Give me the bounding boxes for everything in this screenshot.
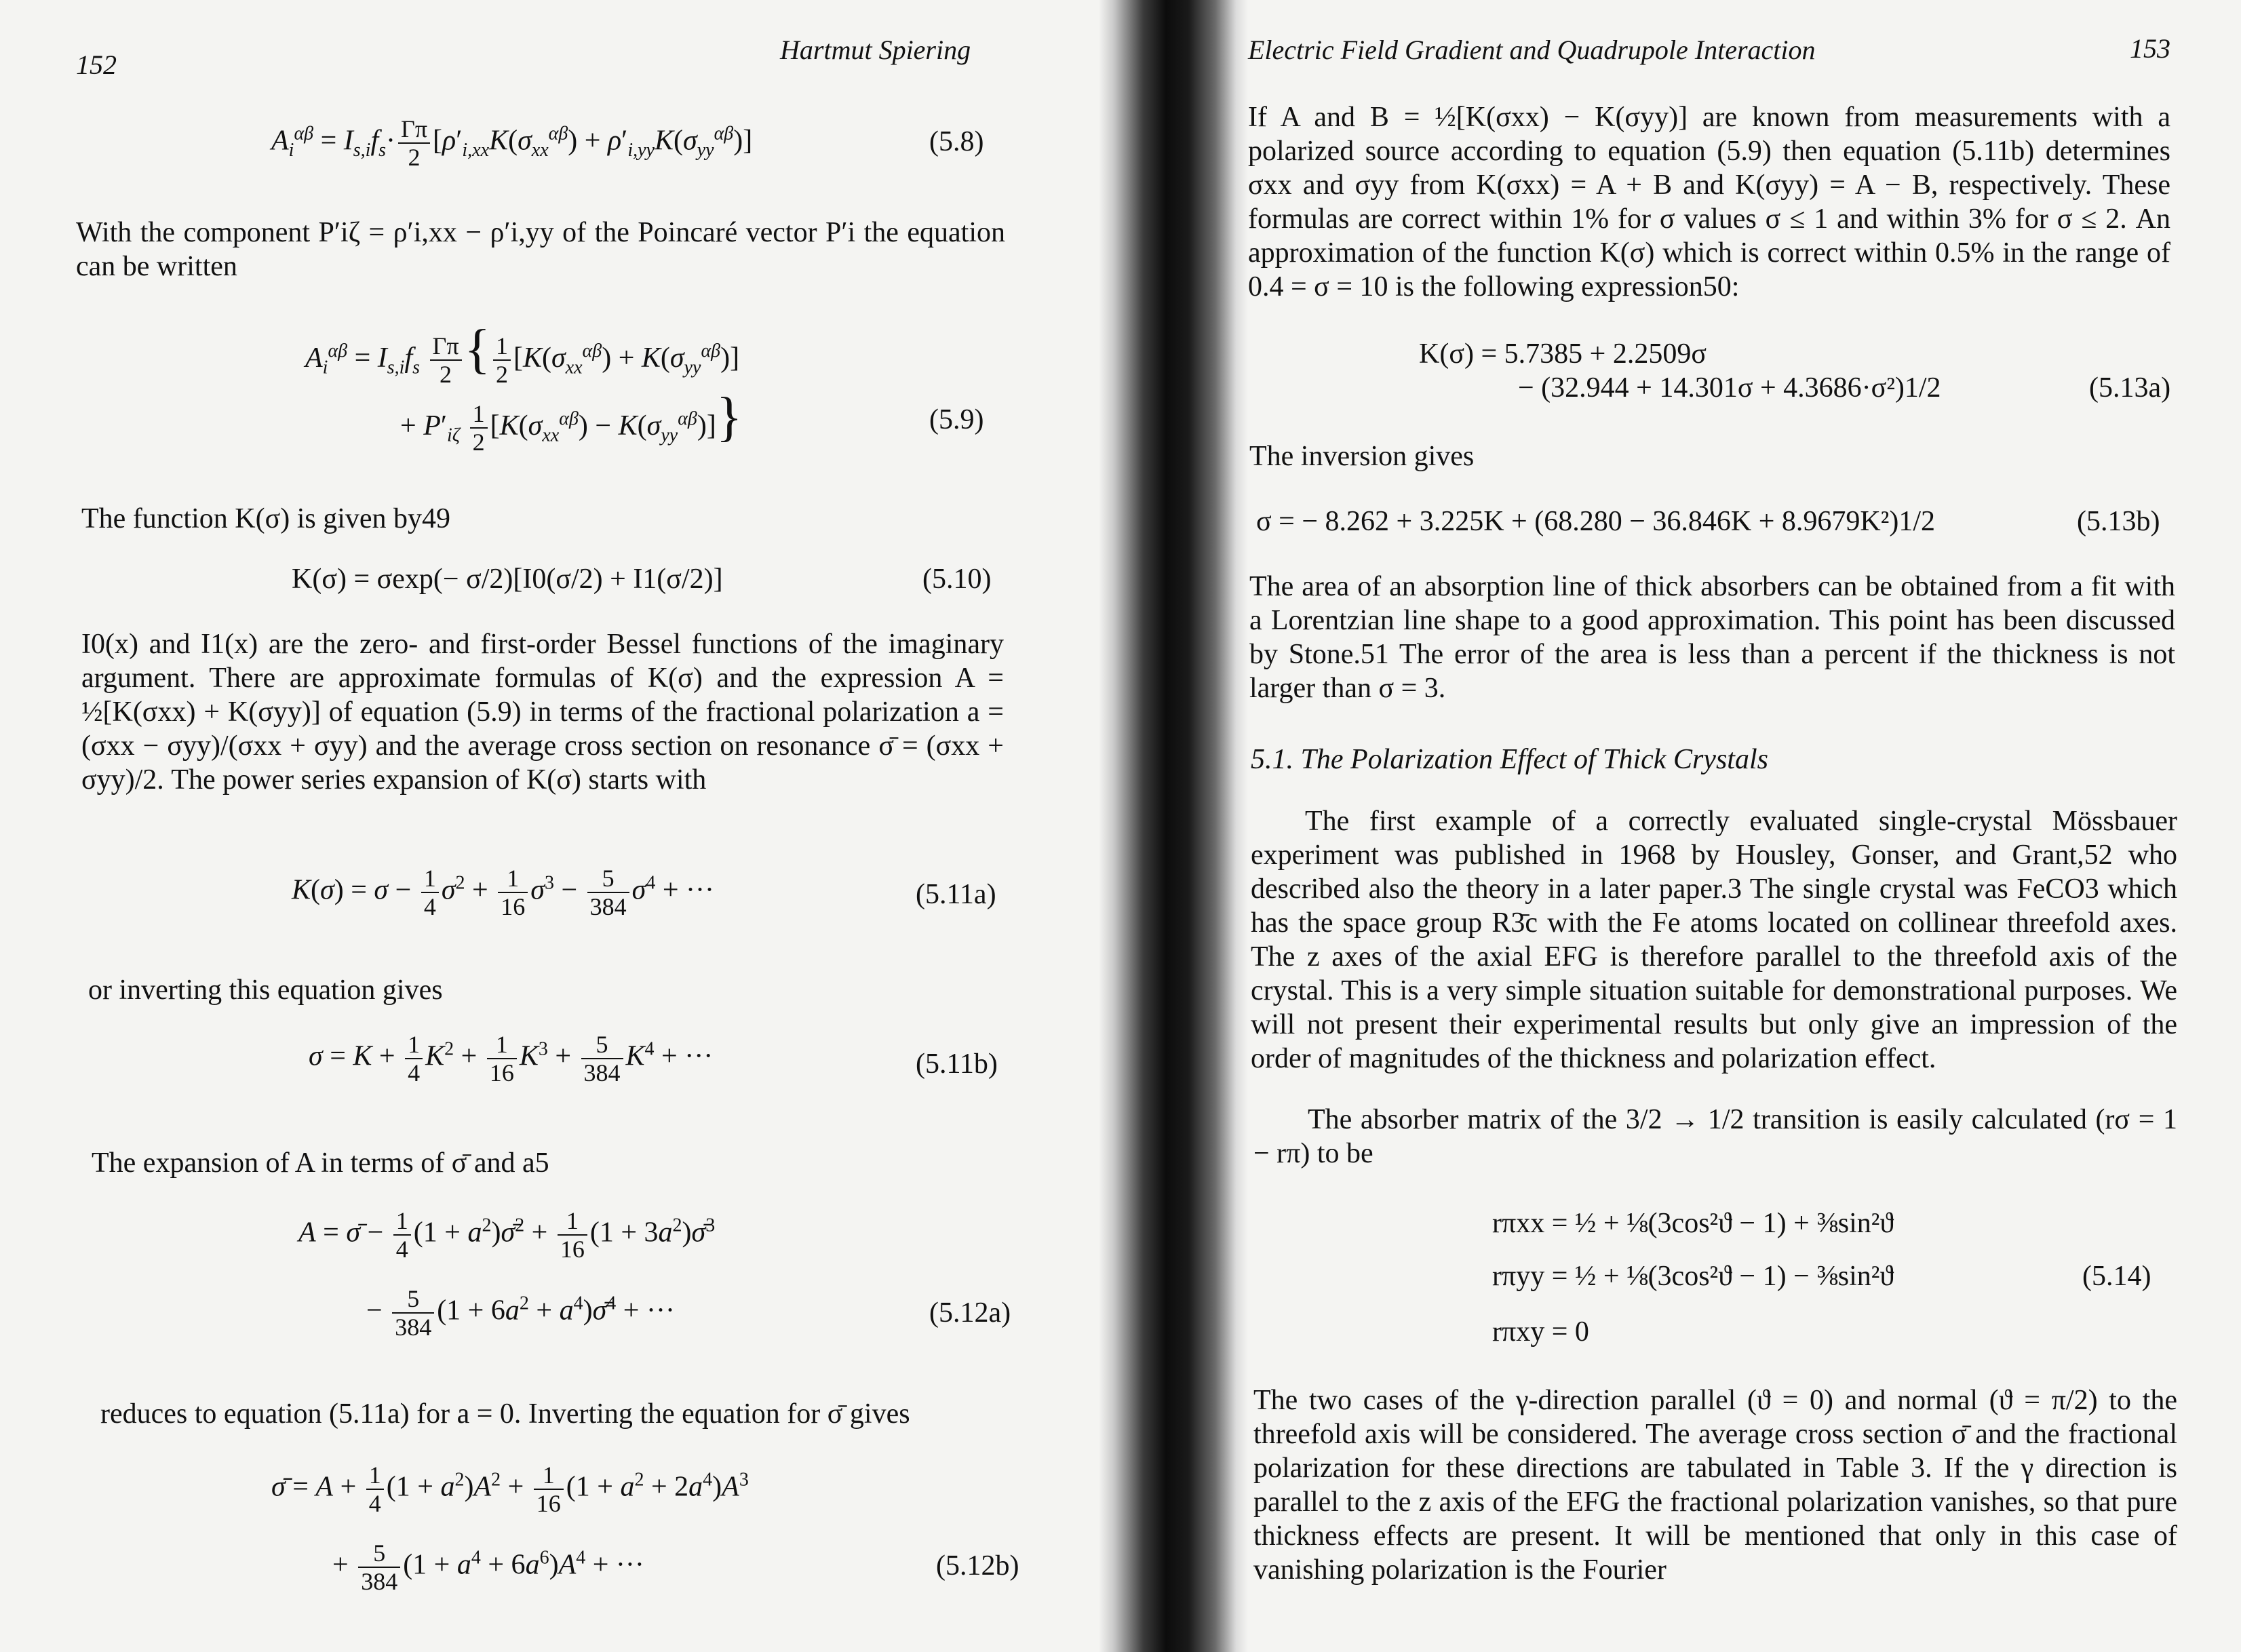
equation-5-9-line-1: $A_i^{\alpha\beta} = I_{s,i}f_s$ $\frac{\Gamma\pi}{2}$ { $\frac{1}{2}$ $[K(\sigma_{xx}^{\alpha\beta}) + K(\sigma_{yy}^{\alpha\beta})]$ — [305, 319, 740, 389]
paragraph: The inversion gives — [1249, 441, 1475, 472]
paragraph: The function K(σ) is given by49 — [81, 503, 451, 534]
equation-5-11b: σ = K + $\frac{1}{4}$ $K^2$ + $\frac{1}{16}$ $K^3$ + $\frac{5}{384}$ $K^4$ + ··· — [309, 1031, 714, 1086]
paragraph: or inverting this equation gives — [88, 975, 443, 1006]
equation-number: (5.14) — [2082, 1261, 2151, 1292]
paragraph: The expansion of A in terms of σ̄ and a5 — [92, 1147, 549, 1179]
equation-5-9-line-2: + $P'_{i\zeta}$ $\frac{1}{2}$ $[K(\sigma_{xx}^{\alpha\beta}) - K(\sigma_{yy}^{\alpha\beta})]$} — [400, 387, 743, 456]
paragraph: The area of an absorption line of thick absorbers can be obtained from a fit with a Lorentzian line shape to a good approximation. This point has been discussed by Stone.51 The error of the area is less than a percent if the thickness is not larger than σ = 3. — [1249, 571, 2175, 704]
equation-number: (5.9) — [929, 404, 984, 435]
paragraph: The absorber matrix of the 3/2 → 1/2 transition is easily calculated (rσ = 1 − rπ) to be — [1253, 1104, 2177, 1169]
equation-number: (5.11a) — [916, 879, 996, 910]
equation-number: (5.12b) — [936, 1550, 1019, 1581]
equation-number: (5.10) — [922, 564, 992, 595]
section-title: 5.1. The Polarization Effect of Thick Crystals — [1251, 744, 1768, 775]
equation-number: (5.8) — [929, 126, 984, 157]
running-head: Hartmut Spiering — [780, 35, 971, 65]
running-head: Electric Field Gradient and Quadrupole Interaction — [1248, 35, 1816, 65]
equation-5-8: $A_i^{\alpha\beta} = I_{s,i}f_s\cdot$ $\frac{\Gamma\pi}{2}$ $[\rho'_{i,xx}K(\sigma_{xx}^{\alpha\beta}) + \rho'_{i,yy}K(\sigma_{yy}^{\alpha\beta})]$ — [271, 115, 753, 171]
equation-5-12a-line-1: A = σ̄ − $\frac{1}{4}$ $(1 + a^2)\sigmā^2$ + $\frac{1}{16}$ $(1 + 3a^2)\sigmā^3$ — [298, 1207, 716, 1263]
paragraph: The two cases of the γ-direction parallel (ϑ = 0) and normal (ϑ = π/2) to the threefold axis will be considered. The average cross section σ̄ and the fractional polarization for these directions are tabulated in Table 3. If the γ direction is parallel to the z axis of the EFG the fractional polarization vanishes, so that pure thickness effects are present. It will be mentioned that only in this case of vanishing polarization is the Fourier — [1253, 1385, 2177, 1586]
equation-5-12b-line-1: σ̄ = A + $\frac{1}{4}$ $(1 + a^2)A^2$ + $\frac{1}{16}$ $(1 + a^2 + 2a^4)A^3$ — [271, 1461, 749, 1517]
equation-5-11a: K(σ) = σ − $\frac{1}{4}$ $\sigma^2$ + $\frac{1}{16}$ $\sigma^3$ − $\frac{5}{384}$ $\sigma^4$ + ··· — [292, 865, 715, 920]
equation-5-13a-line-2: − (32.944 + 14.301σ + 4.3686·σ²)1/2 — [1518, 372, 1941, 404]
book-gutter-shadow — [1099, 0, 1248, 1652]
left-page — [0, 0, 1099, 1652]
paragraph: The first example of a correctly evaluated single-crystal Mössbauer experiment was published in 1968 by Housley, Gonser, and Grant,52 who described also the theory in a later paper.3 The single crystal was FeCO3 which has the space group R3̄c with the Fe atoms located on collinear threefold axes. The z axes of the axial EFG is therefore parallel to the threefold axis of the crystal. This is a very simple situation suitable for demonstrational purposes. We will not present their experimental results but only give an impression of the order of magnitudes of the thickness and polarization effect. — [1251, 806, 2177, 1074]
equation-5-14-line-2: rπyy = ½ + ⅛(3cos²ϑ − 1) − ⅜sin²ϑ — [1492, 1261, 1894, 1292]
paragraph: I0(x) and I1(x) are the zero- and first-order Bessel functions of the imaginary argument. There are approximate formulas of K(σ) and the expression A = ½[K(σxx) + K(σyy)] of equation (5.9) in terms of the fractional polarization a = (σxx − σyy)/(σxx + σyy) and the average cross section on resonance σ̄ = (σxx + σyy)/2. The power series expansion of K(σ) starts with — [81, 629, 1004, 795]
equation-number: (5.13a) — [2089, 372, 2171, 404]
paragraph: With the component P′iζ = ρ′i,xx − ρ′i,yy of the Poincaré vector P′i the equation can be written — [76, 217, 1005, 282]
equation-5-12b-line-2: + $\frac{5}{384}$ $(1 + a^4 + 6a^6)A^4$ + ··· — [332, 1539, 644, 1595]
paragraph: If A and B = ½[K(σxx) − K(σyy)] are known from measurements with a polarized source according to equation (5.9) then equation (5.11b) determines σxx and σyy from K(σxx) = A + B and K(σyy) = A − B, respectively. These formulas are correct within 1% for σ values σ ≤ 1 and within 3% for σ ≤ 2. An approximation of the function K(σ) which is correct within 0.5% in the range of 0.4 = σ = 10 is the following expression50: — [1248, 102, 2170, 302]
equation-5-14-line-3: rπxy = 0 — [1492, 1316, 1589, 1348]
right-page — [1248, 0, 2241, 1652]
equation-5-13b: σ = − 8.262 + 3.225K + (68.280 − 36.846K + 8.9679K²)1/2 — [1256, 506, 1935, 537]
equation-5-13a-line-1: K(σ) = 5.7385 + 2.2509σ — [1419, 338, 1707, 370]
equation-number: (5.11b) — [916, 1048, 998, 1080]
equation-5-14-line-1: rπxx = ½ + ⅛(3cos²ϑ − 1) + ⅜sin²ϑ — [1492, 1208, 1894, 1239]
equation-number: (5.13b) — [2077, 506, 2160, 537]
page-number: 152 — [76, 50, 117, 80]
equation-number: (5.12a) — [929, 1297, 1011, 1329]
equation-5-10: K(σ) = σexp(− σ/2)[I0(σ/2) + I1(σ/2)] — [292, 564, 723, 595]
page-number: 153 — [2130, 33, 2170, 64]
equation-5-12a-line-2: − $\frac{5}{384}$ ($1 + 6a^2$ + $a^4)\sigmā^4$ + ··· — [366, 1285, 675, 1341]
paragraph: reduces to equation (5.11a) for a = 0. Inverting the equation for σ̄ gives — [100, 1398, 910, 1430]
